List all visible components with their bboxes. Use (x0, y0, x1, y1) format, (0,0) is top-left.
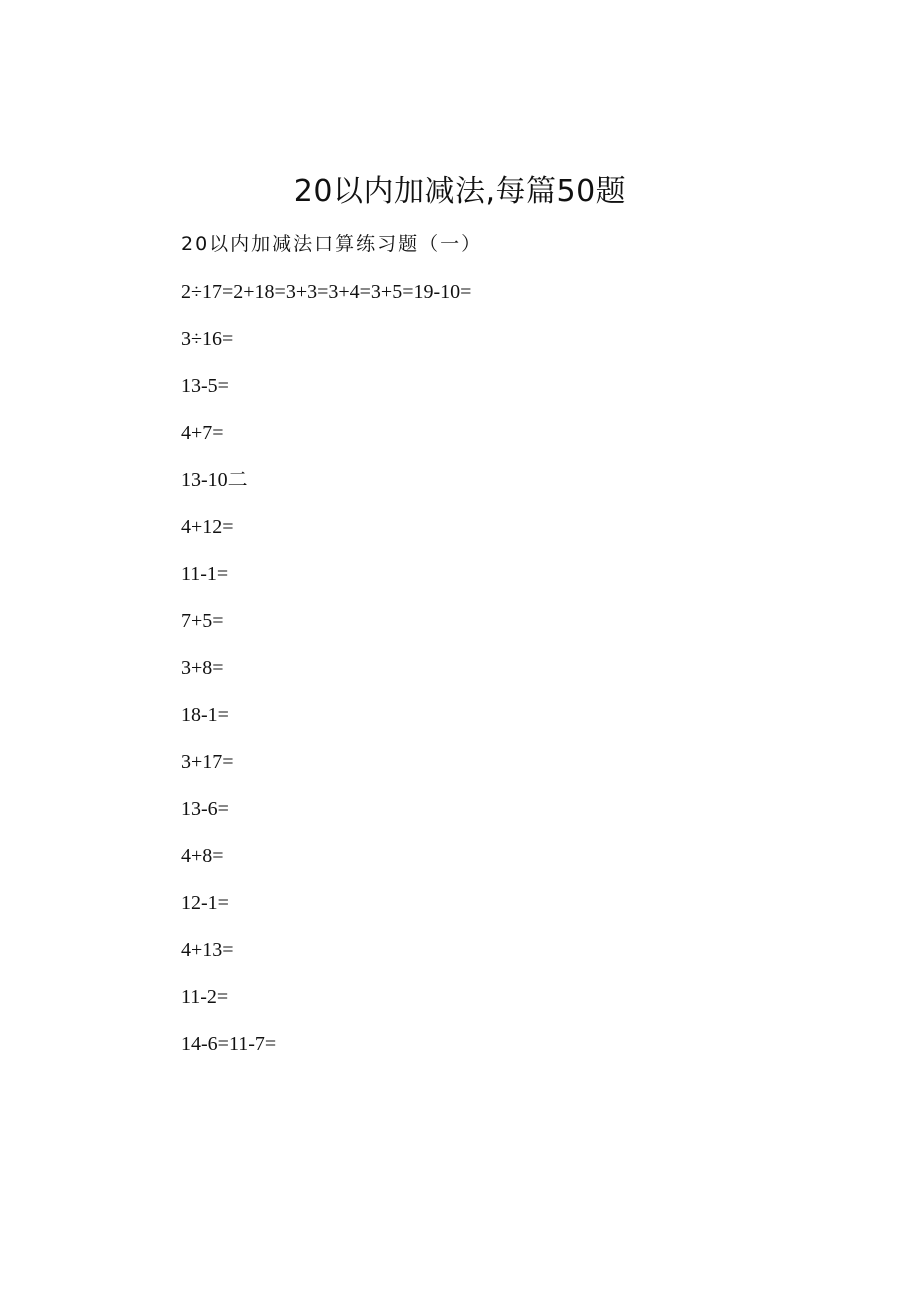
problem-line: 11-2= (181, 986, 229, 1008)
page-title: 20以内加减法,每篇50题 (293, 174, 627, 209)
problem-line: 13-6= (181, 798, 229, 820)
problem-line: 3+8= (181, 657, 224, 679)
problem-line: 4+8= (181, 845, 224, 867)
problem-line: 3÷16= (181, 328, 234, 350)
problem-line: 7+5= (181, 610, 224, 632)
problem-line: 3+17= (181, 751, 234, 773)
problem-line: 18-1= (181, 704, 229, 726)
problem-line: 4+12= (181, 516, 234, 538)
problem-line: 13-10二 (181, 469, 248, 491)
exercise-subtitle: 20以内加减法口算练习题（一） (181, 233, 483, 255)
problem-line: 13-5= (181, 375, 229, 397)
problem-line: 11-1= (181, 563, 229, 585)
problem-line: 4+13= (181, 939, 234, 961)
problem-list (181, 276, 471, 1075)
problem-line: 4+7= (181, 422, 224, 444)
problem-line: 2÷17=2+18=3+3=3+4=3+5=19-10= (181, 281, 472, 303)
problem-line: 14-6=11-7= (181, 1033, 277, 1055)
problem-line: 12-1= (181, 892, 229, 914)
